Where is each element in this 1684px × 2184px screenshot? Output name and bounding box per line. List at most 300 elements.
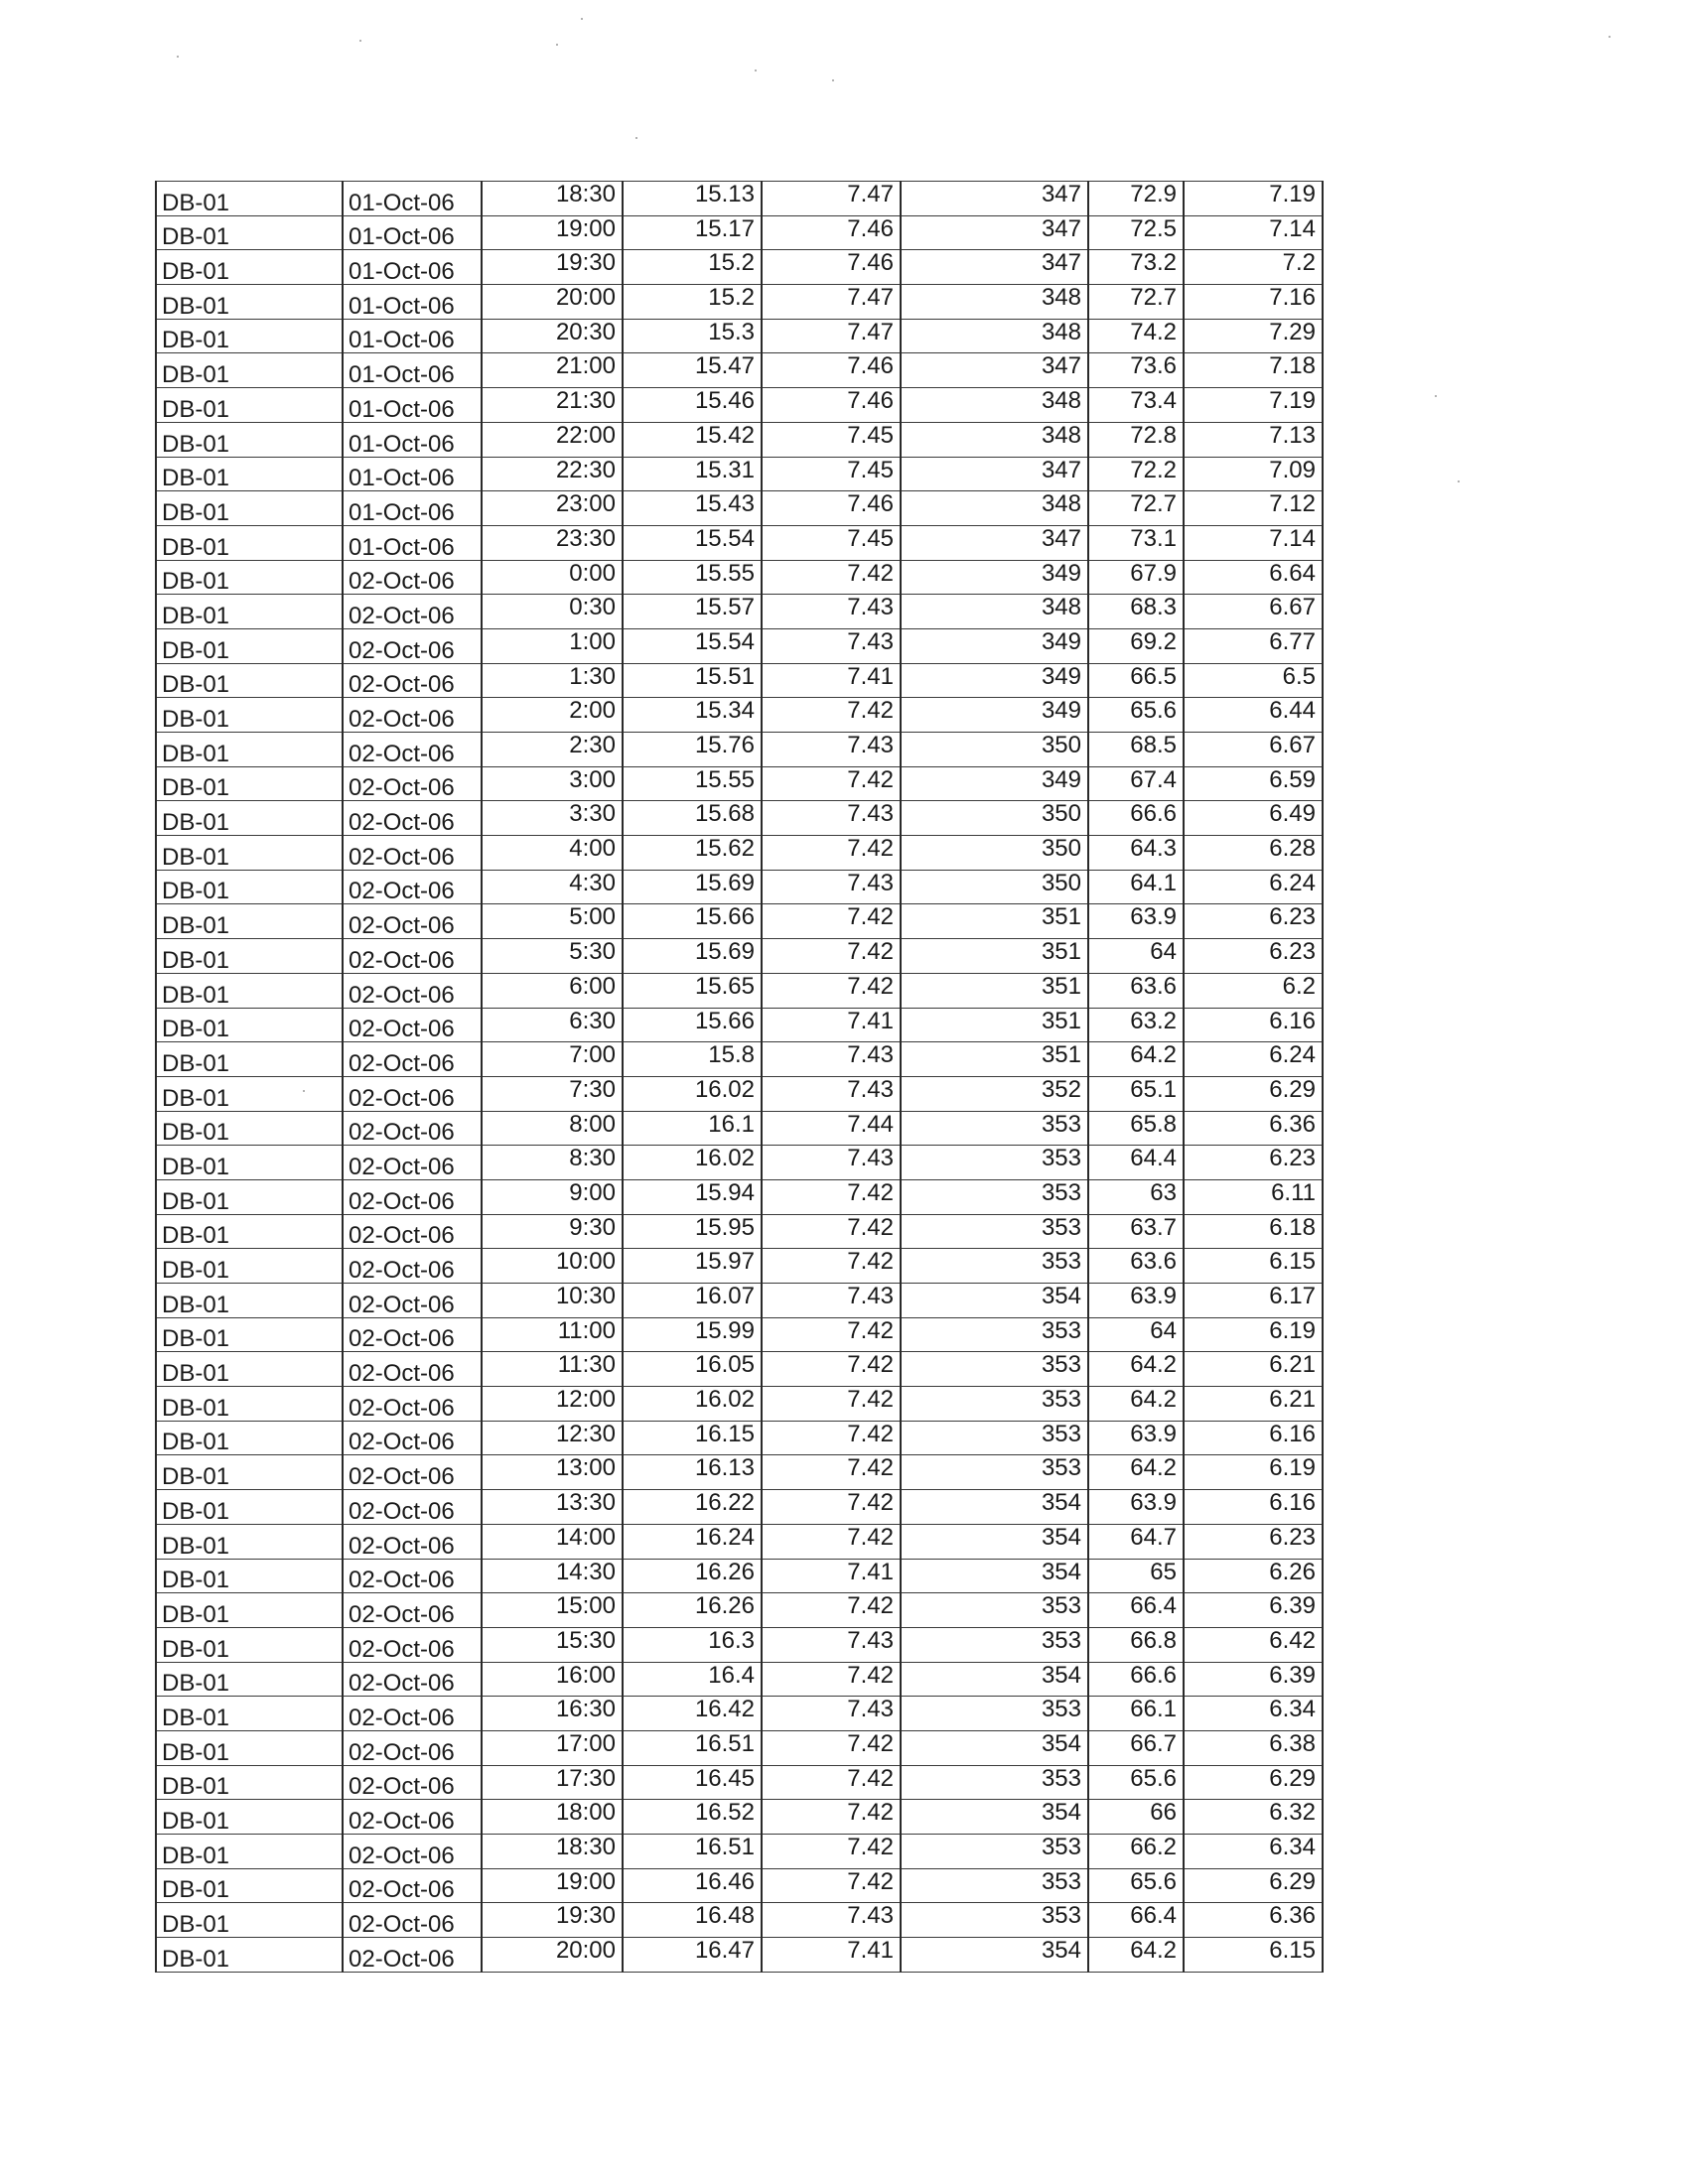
value-cell: 16.24	[623, 1524, 762, 1559]
table-row	[156, 1042, 1323, 1077]
value-cell: 7.42	[762, 904, 901, 939]
time-cell: 14:30	[482, 1559, 623, 1593]
value-cell: 15.31	[623, 457, 762, 491]
table-row	[156, 1455, 1323, 1490]
value-cell: 7.41	[762, 663, 901, 698]
value-cell: 16.26	[623, 1593, 762, 1628]
value-cell: 15.55	[623, 560, 762, 595]
value-cell: 349	[901, 698, 1088, 733]
date-cell: 02-Oct-06	[343, 1008, 482, 1042]
value-cell: 351	[901, 1008, 1088, 1042]
time-cell: 21:30	[482, 388, 623, 423]
value-cell: 347	[901, 182, 1088, 216]
value-cell: 7.43	[762, 1076, 901, 1111]
value-cell: 6.19	[1184, 1455, 1323, 1490]
station-cell: DB-01	[156, 1214, 343, 1249]
value-cell: 7.42	[762, 1179, 901, 1214]
value-cell: 6.15	[1184, 1938, 1323, 1973]
value-cell: 347	[901, 215, 1088, 250]
time-cell: 0:30	[482, 595, 623, 629]
value-cell: 6.29	[1184, 1076, 1323, 1111]
time-cell: 14:00	[482, 1524, 623, 1559]
value-cell: 7.47	[762, 182, 901, 216]
station-cell: DB-01	[156, 904, 343, 939]
station-cell: DB-01	[156, 836, 343, 871]
table-row	[156, 801, 1323, 836]
date-cell: 02-Oct-06	[343, 560, 482, 595]
station-cell: DB-01	[156, 973, 343, 1008]
value-cell: 16.51	[623, 1835, 762, 1869]
value-cell: 15.65	[623, 973, 762, 1008]
time-cell: 18:30	[482, 1835, 623, 1869]
value-cell: 347	[901, 457, 1088, 491]
time-cell: 22:00	[482, 422, 623, 457]
table-row	[156, 1249, 1323, 1284]
table-row	[156, 939, 1323, 974]
station-cell: DB-01	[156, 525, 343, 560]
station-cell: DB-01	[156, 422, 343, 457]
value-cell: 15.47	[623, 353, 762, 388]
value-cell: 15.66	[623, 1008, 762, 1042]
value-cell: 7.42	[762, 698, 901, 733]
value-cell: 7.47	[762, 319, 901, 353]
time-cell: 0:00	[482, 560, 623, 595]
date-cell: 02-Oct-06	[343, 1490, 482, 1525]
time-cell: 13:30	[482, 1490, 623, 1525]
value-cell: 6.42	[1184, 1627, 1323, 1662]
table-row	[156, 1317, 1323, 1352]
time-cell: 4:00	[482, 836, 623, 871]
table-row	[156, 1490, 1323, 1525]
value-cell: 7.43	[762, 870, 901, 904]
value-cell: 16.15	[623, 1421, 762, 1455]
value-cell: 6.23	[1184, 939, 1323, 974]
table-row	[156, 904, 1323, 939]
value-cell: 7.41	[762, 1938, 901, 1973]
date-cell: 02-Oct-06	[343, 1076, 482, 1111]
value-cell: 15.68	[623, 801, 762, 836]
value-cell: 16.02	[623, 1146, 762, 1180]
value-cell: 63.6	[1088, 973, 1184, 1008]
date-cell: 02-Oct-06	[343, 1868, 482, 1903]
station-cell: DB-01	[156, 1042, 343, 1077]
value-cell: 353	[901, 1317, 1088, 1352]
value-cell: 15.8	[623, 1042, 762, 1077]
value-cell: 7.42	[762, 560, 901, 595]
date-cell: 02-Oct-06	[343, 1421, 482, 1455]
value-cell: 66.6	[1088, 1662, 1184, 1697]
table-row	[156, 1627, 1323, 1662]
value-cell: 7.2	[1184, 250, 1323, 285]
value-cell: 353	[901, 1387, 1088, 1422]
value-cell: 6.21	[1184, 1387, 1323, 1422]
table-row	[156, 1662, 1323, 1697]
time-cell: 5:00	[482, 904, 623, 939]
value-cell: 7.45	[762, 525, 901, 560]
value-cell: 353	[901, 1627, 1088, 1662]
station-cell: DB-01	[156, 388, 343, 423]
value-cell: 7.42	[762, 1835, 901, 1869]
date-cell: 02-Oct-06	[343, 663, 482, 698]
table-row	[156, 1868, 1323, 1903]
time-cell: 15:30	[482, 1627, 623, 1662]
time-cell: 19:30	[482, 1903, 623, 1938]
time-cell: 20:00	[482, 285, 623, 320]
value-cell: 15.3	[623, 319, 762, 353]
value-cell: 6.26	[1184, 1559, 1323, 1593]
value-cell: 7.46	[762, 491, 901, 526]
time-cell: 12:00	[482, 1387, 623, 1422]
value-cell: 16.3	[623, 1627, 762, 1662]
value-cell: 6.16	[1184, 1490, 1323, 1525]
value-cell: 72.8	[1088, 422, 1184, 457]
station-cell: DB-01	[156, 1765, 343, 1800]
station-cell: DB-01	[156, 1938, 343, 1973]
station-cell: DB-01	[156, 1284, 343, 1318]
value-cell: 68.5	[1088, 733, 1184, 767]
value-cell: 7.29	[1184, 319, 1323, 353]
value-cell: 64.2	[1088, 1042, 1184, 1077]
time-cell: 10:30	[482, 1284, 623, 1318]
value-cell: 353	[901, 1179, 1088, 1214]
value-cell: 63	[1088, 1179, 1184, 1214]
time-cell: 11:30	[482, 1352, 623, 1387]
value-cell: 354	[901, 1800, 1088, 1835]
value-cell: 72.5	[1088, 215, 1184, 250]
value-cell: 63.9	[1088, 1490, 1184, 1525]
date-cell: 02-Oct-06	[343, 1284, 482, 1318]
table-row	[156, 1284, 1323, 1318]
value-cell: 353	[901, 1835, 1088, 1869]
station-cell: DB-01	[156, 870, 343, 904]
value-cell: 353	[901, 1111, 1088, 1146]
station-cell: DB-01	[156, 1317, 343, 1352]
date-cell: 01-Oct-06	[343, 457, 482, 491]
table-row	[156, 1387, 1323, 1422]
value-cell: 6.44	[1184, 698, 1323, 733]
value-cell: 6.5	[1184, 663, 1323, 698]
scan-speck	[1435, 395, 1437, 397]
value-cell: 15.66	[623, 904, 762, 939]
time-cell: 17:30	[482, 1765, 623, 1800]
date-cell: 02-Oct-06	[343, 1559, 482, 1593]
value-cell: 6.2	[1184, 973, 1323, 1008]
time-cell: 23:00	[482, 491, 623, 526]
value-cell: 6.29	[1184, 1765, 1323, 1800]
table-row	[156, 1730, 1323, 1765]
value-cell: 6.23	[1184, 904, 1323, 939]
value-cell: 7.42	[762, 766, 901, 801]
value-cell: 15.13	[623, 182, 762, 216]
station-cell: DB-01	[156, 457, 343, 491]
value-cell: 16.26	[623, 1559, 762, 1593]
value-cell: 65.1	[1088, 1076, 1184, 1111]
time-cell: 12:30	[482, 1421, 623, 1455]
value-cell: 6.38	[1184, 1730, 1323, 1765]
station-cell: DB-01	[156, 285, 343, 320]
date-cell: 01-Oct-06	[343, 422, 482, 457]
time-cell: 16:30	[482, 1697, 623, 1731]
value-cell: 63.6	[1088, 1249, 1184, 1284]
value-cell: 7.43	[762, 1697, 901, 1731]
value-cell: 7.19	[1184, 182, 1323, 216]
value-cell: 63.9	[1088, 1284, 1184, 1318]
time-cell: 3:30	[482, 801, 623, 836]
value-cell: 7.43	[762, 733, 901, 767]
value-cell: 348	[901, 319, 1088, 353]
value-cell: 15.2	[623, 285, 762, 320]
table-row	[156, 1421, 1323, 1455]
value-cell: 72.7	[1088, 285, 1184, 320]
table-row	[156, 733, 1323, 767]
station-cell: DB-01	[156, 1627, 343, 1662]
value-cell: 15.51	[623, 663, 762, 698]
value-cell: 7.46	[762, 250, 901, 285]
value-cell: 6.49	[1184, 801, 1323, 836]
value-cell: 16.42	[623, 1697, 762, 1731]
scan-speck	[177, 56, 179, 58]
value-cell: 67.9	[1088, 560, 1184, 595]
value-cell: 7.42	[762, 1421, 901, 1455]
time-cell: 18:00	[482, 1800, 623, 1835]
value-cell: 348	[901, 422, 1088, 457]
value-cell: 7.13	[1184, 422, 1323, 457]
date-cell: 01-Oct-06	[343, 353, 482, 388]
value-cell: 15.69	[623, 939, 762, 974]
value-cell: 7.42	[762, 939, 901, 974]
station-cell: DB-01	[156, 1593, 343, 1628]
value-cell: 66.2	[1088, 1835, 1184, 1869]
value-cell: 353	[901, 1903, 1088, 1938]
value-cell: 349	[901, 766, 1088, 801]
station-cell: DB-01	[156, 595, 343, 629]
table-row	[156, 560, 1323, 595]
value-cell: 69.2	[1088, 628, 1184, 663]
value-cell: 73.2	[1088, 250, 1184, 285]
table-row	[156, 1076, 1323, 1111]
value-cell: 6.16	[1184, 1008, 1323, 1042]
value-cell: 16.4	[623, 1662, 762, 1697]
table-row	[156, 525, 1323, 560]
value-cell: 64.2	[1088, 1352, 1184, 1387]
value-cell: 7.14	[1184, 525, 1323, 560]
date-cell: 02-Oct-06	[343, 1111, 482, 1146]
value-cell: 6.15	[1184, 1249, 1323, 1284]
table-row	[156, 1800, 1323, 1835]
value-cell: 16.05	[623, 1352, 762, 1387]
value-cell: 64	[1088, 939, 1184, 974]
value-cell: 353	[901, 1214, 1088, 1249]
table-row	[156, 491, 1323, 526]
value-cell: 6.23	[1184, 1146, 1323, 1180]
scan-speck	[359, 40, 361, 42]
value-cell: 64.2	[1088, 1938, 1184, 1973]
time-cell: 8:00	[482, 1111, 623, 1146]
table-row	[156, 388, 1323, 423]
date-cell: 02-Oct-06	[343, 1627, 482, 1662]
scan-speck	[1458, 480, 1460, 482]
value-cell: 7.43	[762, 595, 901, 629]
date-cell: 02-Oct-06	[343, 1146, 482, 1180]
date-cell: 02-Oct-06	[343, 595, 482, 629]
station-cell: DB-01	[156, 698, 343, 733]
table-row	[156, 250, 1323, 285]
value-cell: 354	[901, 1662, 1088, 1697]
date-cell: 02-Oct-06	[343, 1835, 482, 1869]
time-cell: 11:00	[482, 1317, 623, 1352]
value-cell: 348	[901, 595, 1088, 629]
value-cell: 349	[901, 663, 1088, 698]
value-cell: 16.02	[623, 1076, 762, 1111]
value-cell: 7.42	[762, 1524, 901, 1559]
table-row	[156, 663, 1323, 698]
date-cell: 02-Oct-06	[343, 1524, 482, 1559]
table-row	[156, 628, 1323, 663]
scan-speck	[635, 137, 637, 139]
station-cell: DB-01	[156, 250, 343, 285]
table-row	[156, 1697, 1323, 1731]
time-cell: 8:30	[482, 1146, 623, 1180]
value-cell: 15.54	[623, 628, 762, 663]
value-cell: 63.7	[1088, 1214, 1184, 1249]
table-row	[156, 1008, 1323, 1042]
date-cell: 02-Oct-06	[343, 870, 482, 904]
table-row	[156, 836, 1323, 871]
value-cell: 349	[901, 628, 1088, 663]
date-cell: 02-Oct-06	[343, 1249, 482, 1284]
value-cell: 66.1	[1088, 1697, 1184, 1731]
value-cell: 15.2	[623, 250, 762, 285]
value-cell: 15.46	[623, 388, 762, 423]
value-cell: 7.42	[762, 973, 901, 1008]
value-cell: 348	[901, 388, 1088, 423]
station-cell: DB-01	[156, 491, 343, 526]
time-cell: 4:30	[482, 870, 623, 904]
value-cell: 7.46	[762, 353, 901, 388]
station-cell: DB-01	[156, 1662, 343, 1697]
value-cell: 15.95	[623, 1214, 762, 1249]
time-cell: 2:30	[482, 733, 623, 767]
time-cell: 20:00	[482, 1938, 623, 1973]
value-cell: 67.4	[1088, 766, 1184, 801]
value-cell: 66	[1088, 1800, 1184, 1835]
value-cell: 65.6	[1088, 1868, 1184, 1903]
value-cell: 15.94	[623, 1179, 762, 1214]
value-cell: 6.39	[1184, 1593, 1323, 1628]
station-cell: DB-01	[156, 1352, 343, 1387]
value-cell: 15.43	[623, 491, 762, 526]
station-cell: DB-01	[156, 215, 343, 250]
date-cell: 02-Oct-06	[343, 698, 482, 733]
date-cell: 02-Oct-06	[343, 1317, 482, 1352]
value-cell: 6.19	[1184, 1317, 1323, 1352]
station-cell: DB-01	[156, 1421, 343, 1455]
value-cell: 6.64	[1184, 560, 1323, 595]
value-cell: 16.45	[623, 1765, 762, 1800]
date-cell: 02-Oct-06	[343, 836, 482, 871]
station-cell: DB-01	[156, 1800, 343, 1835]
time-cell: 16:00	[482, 1662, 623, 1697]
value-cell: 354	[901, 1559, 1088, 1593]
value-cell: 353	[901, 1868, 1088, 1903]
value-cell: 6.59	[1184, 766, 1323, 801]
value-cell: 352	[901, 1076, 1088, 1111]
value-cell: 73.1	[1088, 525, 1184, 560]
table-row	[156, 973, 1323, 1008]
date-cell: 02-Oct-06	[343, 1352, 482, 1387]
value-cell: 347	[901, 525, 1088, 560]
station-cell: DB-01	[156, 1835, 343, 1869]
station-cell: DB-01	[156, 560, 343, 595]
time-cell: 23:30	[482, 525, 623, 560]
date-cell: 01-Oct-06	[343, 319, 482, 353]
value-cell: 65	[1088, 1559, 1184, 1593]
date-cell: 02-Oct-06	[343, 1938, 482, 1973]
value-cell: 351	[901, 939, 1088, 974]
value-cell: 64	[1088, 1317, 1184, 1352]
time-cell: 6:30	[482, 1008, 623, 1042]
table-row	[156, 285, 1323, 320]
time-cell: 10:00	[482, 1249, 623, 1284]
value-cell: 350	[901, 870, 1088, 904]
value-cell: 353	[901, 1421, 1088, 1455]
value-cell: 16.48	[623, 1903, 762, 1938]
station-cell: DB-01	[156, 182, 343, 216]
table-row	[156, 1559, 1323, 1593]
scan-speck	[1609, 36, 1611, 38]
date-cell: 01-Oct-06	[343, 250, 482, 285]
value-cell: 16.51	[623, 1730, 762, 1765]
time-cell: 15:00	[482, 1593, 623, 1628]
value-cell: 6.36	[1184, 1111, 1323, 1146]
value-cell: 15.99	[623, 1317, 762, 1352]
table-row	[156, 1179, 1323, 1214]
date-cell: 02-Oct-06	[343, 904, 482, 939]
time-cell: 17:00	[482, 1730, 623, 1765]
value-cell: 6.11	[1184, 1179, 1323, 1214]
value-cell: 353	[901, 1146, 1088, 1180]
value-cell: 66.4	[1088, 1593, 1184, 1628]
value-cell: 16.1	[623, 1111, 762, 1146]
value-cell: 16.52	[623, 1800, 762, 1835]
time-cell: 9:00	[482, 1179, 623, 1214]
value-cell: 7.43	[762, 1042, 901, 1077]
date-cell: 02-Oct-06	[343, 973, 482, 1008]
value-cell: 7.42	[762, 1455, 901, 1490]
value-cell: 7.41	[762, 1559, 901, 1593]
value-cell: 351	[901, 1042, 1088, 1077]
station-cell: DB-01	[156, 939, 343, 974]
value-cell: 15.55	[623, 766, 762, 801]
time-cell: 7:30	[482, 1076, 623, 1111]
date-cell: 02-Oct-06	[343, 628, 482, 663]
station-cell: DB-01	[156, 1490, 343, 1525]
time-cell: 22:30	[482, 457, 623, 491]
value-cell: 16.13	[623, 1455, 762, 1490]
value-cell: 15.97	[623, 1249, 762, 1284]
value-cell: 63.9	[1088, 1421, 1184, 1455]
value-cell: 7.12	[1184, 491, 1323, 526]
value-cell: 6.24	[1184, 870, 1323, 904]
scan-speck	[832, 79, 834, 81]
table-row	[156, 1835, 1323, 1869]
value-cell: 64.2	[1088, 1387, 1184, 1422]
value-cell: 63.9	[1088, 904, 1184, 939]
station-cell: DB-01	[156, 1455, 343, 1490]
station-cell: DB-01	[156, 1076, 343, 1111]
value-cell: 7.43	[762, 628, 901, 663]
scan-speck	[556, 44, 558, 46]
